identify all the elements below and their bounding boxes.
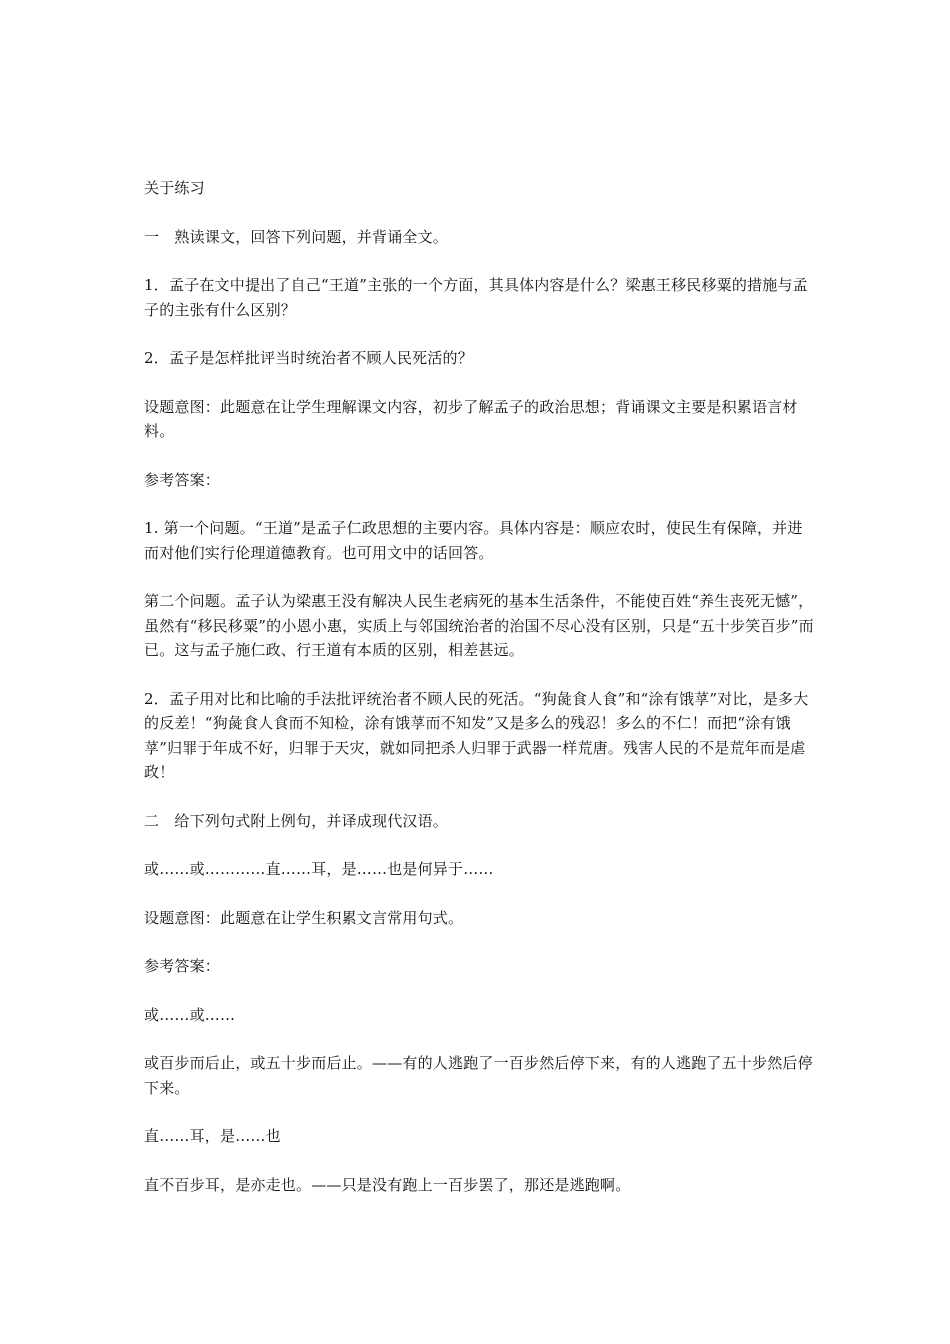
answer-2: 2．孟子用对比和比喻的手法批评统治者不顾人民的死活。“狗彘食人食”和“涂有饿莩”对比，是多大的反差！“狗彘食人食而不知检，涂有饿莩而不知发”又是多么的残忍！多么的不仁！而把“涂有饿莩”归罪于年成不好，归罪于天灾，就如同把杀人归罪于武器一样荒唐。残害人民的不是荒年而是虐政！ (144, 689, 809, 781)
design-intent-1: 设题意图：此题意在让学生理解课文内容，初步了解孟子的政治思想；背诵课文主要是积累语言材料。 (144, 397, 798, 440)
answer-1-part-2: 第二个问题。孟子认为梁惠王没有解决人民生老病死的基本生活条件，不能使百姓“养生丧死无憾”，虽然有“移民移粟”的小恩小惠，实质上与邻国统治者的治国不尽心没有区别，只是“五十步笑百步”而已。这与孟子施仁政、行王道有本质的区别，相差甚远。 (144, 592, 814, 659)
reference-answer-label-1: 参考答案： (144, 470, 221, 489)
pattern-zhi-example: 直不百步耳，是亦走也。——只是没有跑上一百步罢了，那还是逃跑啊。 (144, 1175, 631, 1194)
sentence-patterns: 或……或…………直……耳，是……也是何异于…… (144, 860, 494, 878)
question-2: 2．孟子是怎样批评当时统治者不顾人民死活的？ (144, 349, 473, 367)
answer-1-part-1: 1. 第一个问题。“王道”是孟子仁政思想的主要内容。具体内容是：顺应农时，使民生有保障，并进而对他们实行伦理道德教育。也可用文中的话回答。 (144, 519, 803, 562)
document-body (144, 176, 816, 1197)
design-intent-2: 设题意图：此题意在让学生积累文言常用句式。 (144, 908, 464, 927)
pattern-zhi: 直……耳，是……也 (144, 1127, 281, 1145)
exercise-one-heading: 一 熟读课文，回答下列问题，并背诵全文。 (144, 227, 449, 246)
pattern-huo: 或……或…… (144, 1005, 236, 1024)
reference-answer-label-2: 参考答案： (144, 957, 221, 975)
section-heading: 关于练习 (144, 179, 205, 197)
exercise-two-heading: 二 给下列句式附上例句，并译成现代汉语。 (144, 811, 449, 830)
question-1: 1．孟子在文中提出了自己“王道”主张的一个方面，其具体内容是什么？梁惠王移民移粟的措施与孟子的主张有什么区别？ (144, 276, 808, 319)
pattern-huo-example: 或百步而后止，或五十步而后止。——有的人逃跑了一百步然后停下来，有的人逃跑了五十步然后停下来。 (144, 1054, 813, 1097)
